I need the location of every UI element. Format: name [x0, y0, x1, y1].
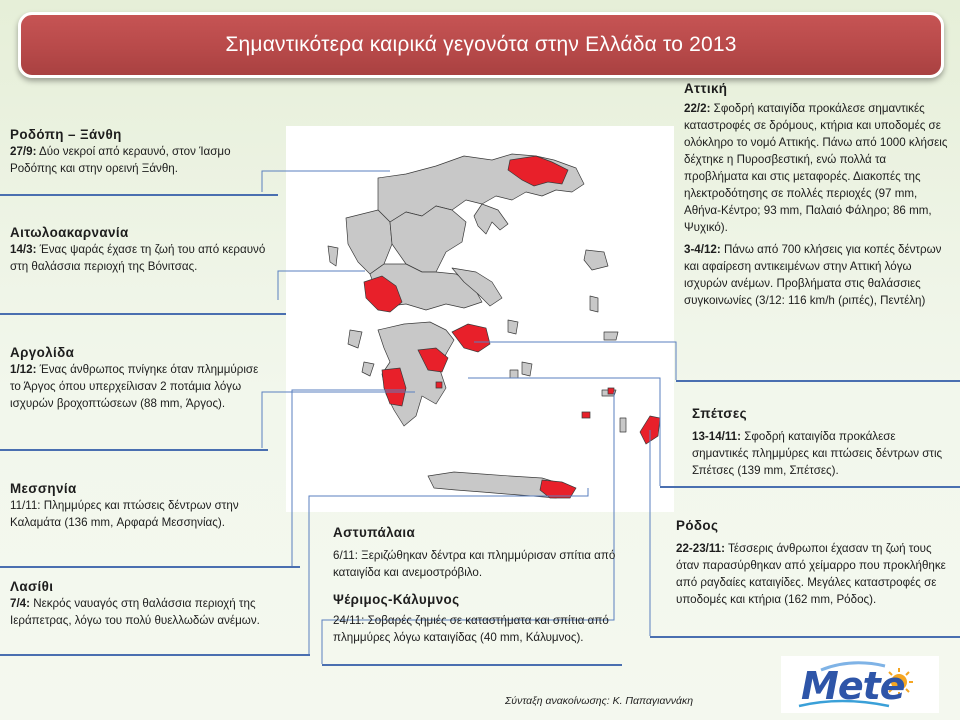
- event-lasithi: [10, 578, 308, 629]
- event-entry: 13-14/11: Σφοδρή καταιγίδα προκάλεσε σημαντικές πλημμύρες και πτώσεις δέντρων στις Σπέτσες (139 mm, Σπέτσες).: [692, 430, 943, 477]
- divider: [0, 449, 268, 451]
- divider: [0, 313, 286, 315]
- event-entry: 11/11: Πλημμύρες και πτώσεις δέντρων στην Καλαμάτα (136 mm, Αρφαρά Μεσσηνίας).: [10, 499, 239, 529]
- event-entry: 6/11: Ξεριζώθηκαν δέντρα και πλημμύρισαν σπίτια από καταιγίδα και ανεμοστρόβιλο.: [333, 549, 616, 579]
- map-zakynthos: [362, 362, 374, 376]
- divider: [676, 380, 960, 382]
- map-paros: [510, 370, 518, 378]
- event-attica: [684, 80, 952, 309]
- map-highlight-astypalaia: [582, 412, 590, 418]
- region-title: Μεσσηνία: [10, 481, 77, 496]
- author-credit: Σύνταξη ανακοίνωσης: Κ. Παπαγιαννάκη: [505, 695, 694, 707]
- greece-map: [286, 126, 674, 512]
- event-entry: 7/4: Νεκρός ναυαγός στη θαλάσσια περιοχή της Ιεράπετρας, λόγω του πολύ θυελλωδών ανέμων.: [10, 597, 260, 627]
- map-chios: [590, 296, 598, 312]
- event-aitoloakarnania: [10, 224, 280, 275]
- divider: [322, 664, 622, 666]
- map-lesvos: [584, 250, 608, 270]
- map-kefalonia: [348, 330, 362, 348]
- map-corfu: [328, 246, 338, 266]
- divider: [0, 654, 310, 656]
- logo-text: Mete: [801, 664, 905, 708]
- event-entry: 14/3: Ένας ψαράς έχασε τη ζωή του από κεραυνό στη θαλάσσια περιοχή της Βόνιτσας.: [10, 243, 266, 273]
- map-naxos: [522, 362, 532, 376]
- event-entry: 22/2: Σφοδρή καταιγίδα προκάλεσε σημαντικές καταστροφές σε δρόμους, κτήρια και υποδομές σε ολόκληρο το νομό Αττικής. Πάνω από 1000 κλήσεις δέχτηκε η Πυροσβεστική, ενώ πολλά τα προβλήματα και στις μεταφορές. Διακοπές της ηλεκτροδότησης σε πολλές περιοχές (97 mm, Αθήνα-Κέντρο; 93 mm, Παλαιό Φάληρο; 86 mm, Ψυχικό).: [684, 102, 948, 234]
- event-entry: 1/12: Ένας άνθρωπος πνίγηκε όταν πλημμύρισε το Άργος όπου υπερχείλισαν 2 ποτάμια λόγω ισχυρών βροχοπτώσεων (88 mm, Άργος).: [10, 363, 259, 410]
- map-chalkidiki: [474, 204, 508, 234]
- event-rhodes: [676, 517, 952, 608]
- region-title: Αττική: [684, 81, 728, 96]
- greece-map-svg: [286, 126, 674, 512]
- region-title: Αργολίδα: [10, 345, 75, 360]
- divider: [0, 194, 278, 196]
- event-astypalaia: [333, 524, 633, 581]
- event-rodopi-xanthi: [10, 126, 280, 177]
- map-karpathos: [620, 418, 626, 432]
- map-samos: [604, 332, 618, 340]
- map-highlight-kalymnos: [608, 388, 614, 394]
- divider: [650, 636, 960, 638]
- region-title: Ροδόπη – Ξάνθη: [10, 127, 122, 142]
- map-highlight-spetses: [436, 382, 442, 388]
- divider: [0, 566, 300, 568]
- region-title: Ρόδος: [676, 518, 719, 533]
- event-entry: 3-4/12: Πάνω από 700 κλήσεις για κοπές δέντρων και αφαίρεση αντικειμένων στην Αττική λόγω ισχυρών ανέμων. Προβλήματα στις θαλάσσιες συγκοινωνίες (3/12: 116 km/h (ριπές), Πεντέλη): [684, 243, 942, 307]
- region-title: Λασίθι: [10, 579, 54, 594]
- region-title: Ψέριμος-Κάλυμνος: [333, 592, 460, 607]
- event-messinia: [10, 480, 280, 531]
- event-entry: 24/11: Σοβαρές ζημιές σε καταστήματα και σπίτια από πλημμύρες λόγω καταιγίδας (40 mm, Κάλυμνος).: [333, 614, 609, 644]
- page-title: Σημαντικότερα καιρικά γεγονότα στην Ελλάδα το 2013: [225, 33, 737, 56]
- event-entry: 27/9: Δύο νεκροί από κεραυνό, στον Ίασμο Ροδόπης και στην ορεινή Ξάνθη.: [10, 145, 231, 175]
- region-title: Σπέτσες: [692, 406, 747, 421]
- map-highlight-attica: [452, 324, 490, 352]
- divider: [660, 486, 960, 488]
- map-andros: [508, 320, 518, 334]
- meteo-logo: [781, 656, 939, 713]
- event-spetses: [692, 405, 954, 479]
- title-banner: [18, 12, 944, 78]
- region-title: Αιτωλοακαρνανία: [10, 225, 129, 240]
- map-central: [390, 206, 466, 272]
- event-argolida: [10, 344, 272, 412]
- map-highlight-rhodes: [640, 416, 660, 444]
- region-title: Αστυπάλαια: [333, 525, 416, 540]
- event-entry: 22-23/11: Τέσσερις άνθρωποι έχασαν τη ζωή τους όταν παρασύρθηκαν από χείμαρρο που προκλήθηκε από ραγδαίες καταιγίδες. Μεγάλες καταστροφές σε υποδομές και κτήρια (162 mm, Ρόδος).: [676, 542, 946, 606]
- event-kalymnos: [333, 591, 633, 646]
